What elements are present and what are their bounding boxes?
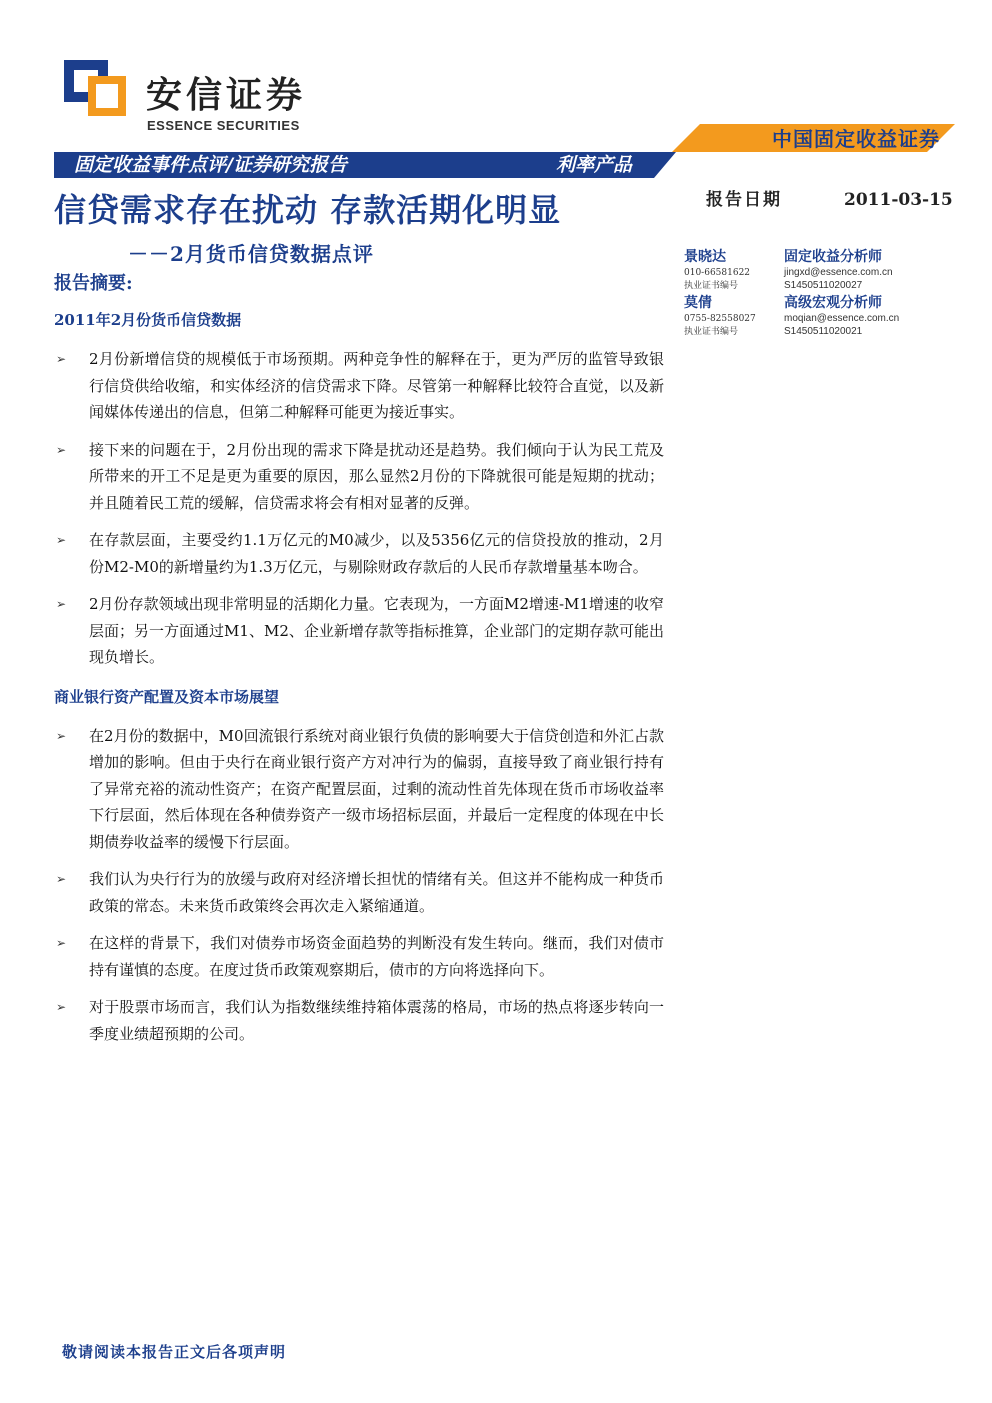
analyst-phone: 010-66581622 (684, 268, 751, 278)
report-date: 2011-03-15 (844, 190, 953, 210)
bullet-item (54, 527, 664, 580)
bullet-list (54, 346, 664, 671)
report-title: 信贷需求存在扰动 存款活期化明显 (54, 191, 562, 229)
report-subtitle: －－2月货币信贷数据点评 (128, 242, 374, 266)
bullet-arrow-icon: ➢ (56, 533, 67, 547)
bullet-arrow-icon: ➢ (56, 442, 67, 457)
report-date-label: 报告日期 (706, 190, 782, 210)
bullet-arrow-icon: ➢ (56, 352, 67, 366)
bullet-item (54, 437, 664, 517)
section-heading: 2011年2月份货币信贷数据 (54, 311, 242, 329)
analyst-license-label: 执业证书编号 (684, 281, 739, 291)
analyst-name: 莫倩 (684, 295, 712, 311)
bullet-text: 接下来的问题在于，2月份出现的需求下降是扰动还是趋势。我们倾向于认为民工荒及所带来的开工不足是更为重要的原因，那么显然2月份的下降就很可能是短期的扰动；并且随着民工荒的缓解，信贷需求将会有相对显著的反弹。 (89, 440, 664, 512)
analyst-license: S1450511020021 (784, 326, 863, 337)
bullet-item (54, 723, 664, 856)
brand-name-en: ESSENCE SECURITIES (147, 118, 300, 133)
bullet-item (54, 930, 664, 983)
bullet-list (54, 723, 664, 1048)
analyst-email[interactable]: jingxd@essence.com.cn (784, 267, 893, 278)
analyst-license-label: 执业证书编号 (684, 327, 739, 337)
bullet-arrow-icon: ➢ (56, 872, 67, 886)
analyst-name: 景晓达 (684, 249, 726, 265)
bullet-text: 2月份存款领域出现非常明显的活期化力量。它表现为，一方面M2增速-M1增速的收窄层面；另一方面通过M1、M2、企业新增存款等指标推算，企业部门的定期存款可能出现负增长。 (89, 595, 664, 666)
bullet-item (54, 994, 664, 1047)
bullet-text: 2月份新增信贷的规模低于市场预期。两种竞争性的解释在于，更为严厉的监管导致银行信贷供给收缩，和实体经济的信贷需求下降。尽管第一种解释比较符合直觉，以及新闻媒体传递出的信息，但第二种解释可能更为接近事实。 (89, 350, 664, 421)
summary-label: 报告摘要: (54, 273, 133, 294)
bullet-arrow-icon: ➢ (56, 936, 67, 950)
bullet-item (54, 591, 664, 671)
report-category-label: 利率产品 (556, 154, 633, 176)
bullet-arrow-icon: ➢ (56, 1000, 67, 1014)
disclaimer-notice: 敬请阅读本报告正文后各项声明 (62, 1343, 287, 1361)
section-heading: 商业银行资产配置及资本市场展望 (54, 687, 280, 706)
bullet-text: 在这样的背景下，我们对债券市场资金面趋势的判断没有发生转向。继而，我们对债市持有谨慎的态度。在度过货币政策观察期后，债市的方向将选择向下。 (89, 934, 664, 979)
bullet-text: 我们认为央行行为的放缓与政府对经济增长担忧的情绪有关。但这并不能构成一种货币政策的常态。未来货币政策终会再次走入紧缩通道。 (89, 870, 664, 915)
bullet-arrow-icon: ➢ (56, 728, 67, 743)
bullet-text: 对于股票市场而言，我们认为指数继续维持箱体震荡的格局，市场的热点将逐步转向一季度业绩超预期的公司。 (89, 998, 664, 1043)
bullet-item (54, 346, 664, 426)
analyst-email[interactable]: moqian@essence.com.cn (784, 313, 900, 324)
series-banner-label: 中国固定收益证券 (772, 127, 940, 151)
bullet-text: 在存款层面，主要受约1.1万亿元的M0减少，以及5356亿元的信贷投放的推动，2月份M2-M0的新增量约为1.3万亿元，与剔除财政存款后的人民币存款增量基本吻合。 (89, 531, 664, 576)
essence-logo-mark-icon (64, 60, 126, 116)
brand-name-cn: 安信证券 (146, 75, 307, 116)
analyst-phone: 0755-82558027 (684, 314, 756, 324)
summary-body (54, 308, 664, 1047)
analyst-title: 固定收益分析师 (784, 249, 882, 265)
bullet-text: 在2月份的数据中，M0回流银行系统对商业银行负债的影响要大于信贷创造和外汇占款增加的影响。但由于央行在商业银行资产方对冲行为的偏弱，直接导致了商业银行持有了异常充裕的流动性资产；在资产配置层面，过剩的流动性首先体现在货币市场收益率下行层面，然后体现在各种债券资产一级市场招标层面，并最后一定程度的体现在中长期债券收益率的缓慢下行层面。 (89, 726, 664, 851)
bullet-item (54, 866, 664, 919)
analyst-title: 高级宏观分析师 (784, 295, 882, 311)
bullet-arrow-icon: ➢ (56, 597, 67, 611)
analyst-license: S1450511020027 (784, 280, 863, 291)
report-type-label: 固定收益事件点评/证券研究报告 (74, 154, 347, 176)
